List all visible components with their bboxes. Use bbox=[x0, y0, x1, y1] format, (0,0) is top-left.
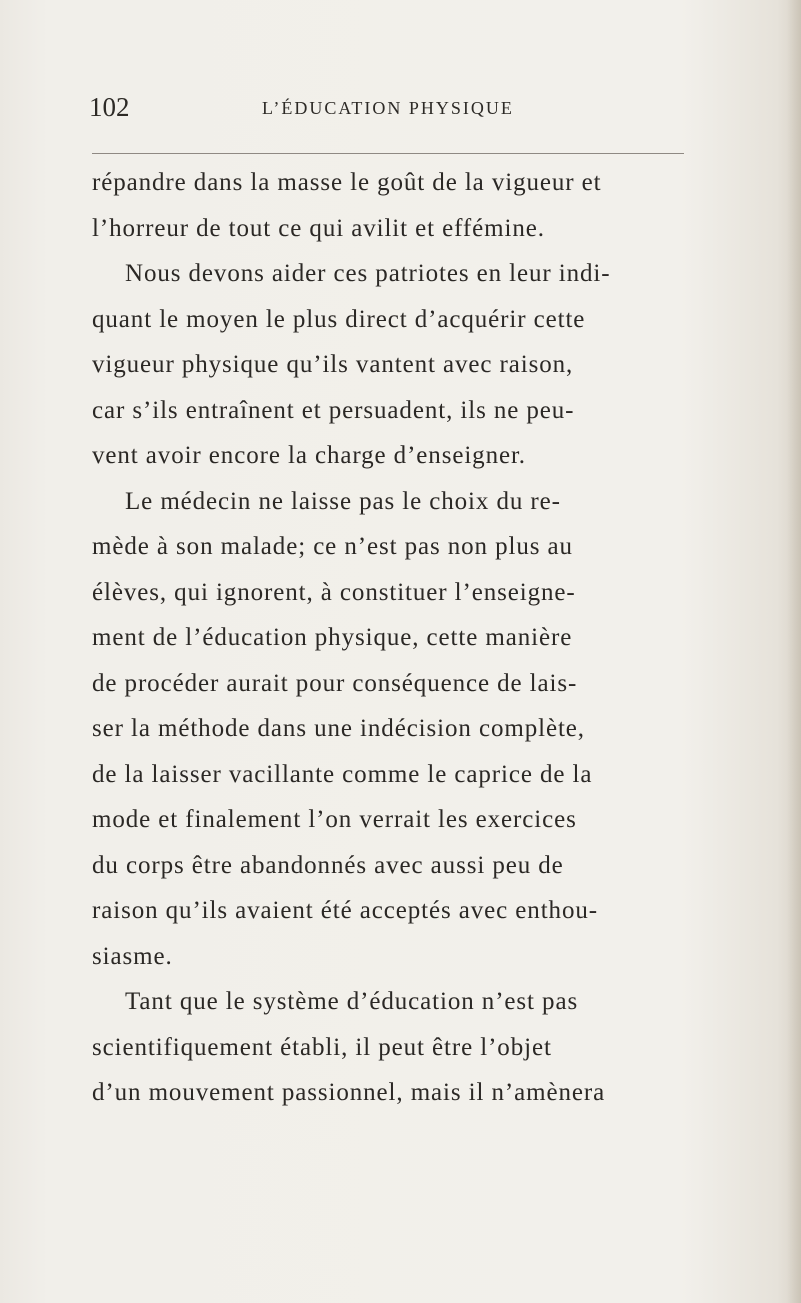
text-line: du corps être abandonnés avec aussi peu de bbox=[92, 851, 564, 879]
text-line: Nous devons aider ces patriotes en leur indi- bbox=[125, 260, 611, 287]
text-line: ment de l’éducation physique, cette manière bbox=[92, 624, 573, 651]
text-line: répandre dans la masse le goût de la vigueur et bbox=[92, 169, 602, 196]
text-line: mède à son malade; ce n’est pas non plus au bbox=[92, 533, 573, 560]
text-line: raison qu’ils avaient été acceptés avec enthou- bbox=[92, 897, 598, 924]
text-line: car s’ils entraînent et persuadent, ils ne peu- bbox=[92, 396, 575, 424]
text-line: Le médecin ne laisse pas le choix du re- bbox=[125, 487, 561, 515]
running-title: L’ÉDUCATION PHYSIQUE bbox=[262, 98, 514, 118]
text-line: ser la méthode dans une indécision complète, bbox=[92, 715, 585, 742]
body-text bbox=[92, 160, 704, 1116]
text-line: scientifiquement établi, il peut être l’objet bbox=[92, 1033, 552, 1061]
text-line: d’un mouvement passionnel, mais il n’amènera bbox=[92, 1079, 606, 1106]
text-line: de la laisser vacillante comme le caprice de la bbox=[92, 760, 593, 788]
text-line: quant le moyen le plus direct d’acquérir cette bbox=[92, 305, 586, 333]
text-line: de procéder aurait pour conséquence de lais- bbox=[92, 669, 578, 697]
text-line: l’horreur de tout ce qui avilit et efféminе. bbox=[92, 214, 545, 242]
header-rule bbox=[92, 153, 684, 154]
text-line: Tant que le système d’éducation n’est pas bbox=[125, 988, 579, 1015]
text-line: vent avoir encore la charge d’enseigner. bbox=[92, 442, 526, 469]
page-edge-shadow bbox=[787, 0, 801, 1303]
text-line: élèves, qui ignorent, à constituer l’enseigne- bbox=[92, 578, 576, 606]
page-number: 102 bbox=[89, 92, 130, 122]
text-line: siasme. bbox=[92, 942, 173, 970]
text-line: vigueur physique qu’ils vantent avec raison, bbox=[92, 351, 574, 378]
text-line: mode et finalement l’on verrait les exercices bbox=[92, 806, 577, 833]
running-head bbox=[0, 90, 801, 130]
